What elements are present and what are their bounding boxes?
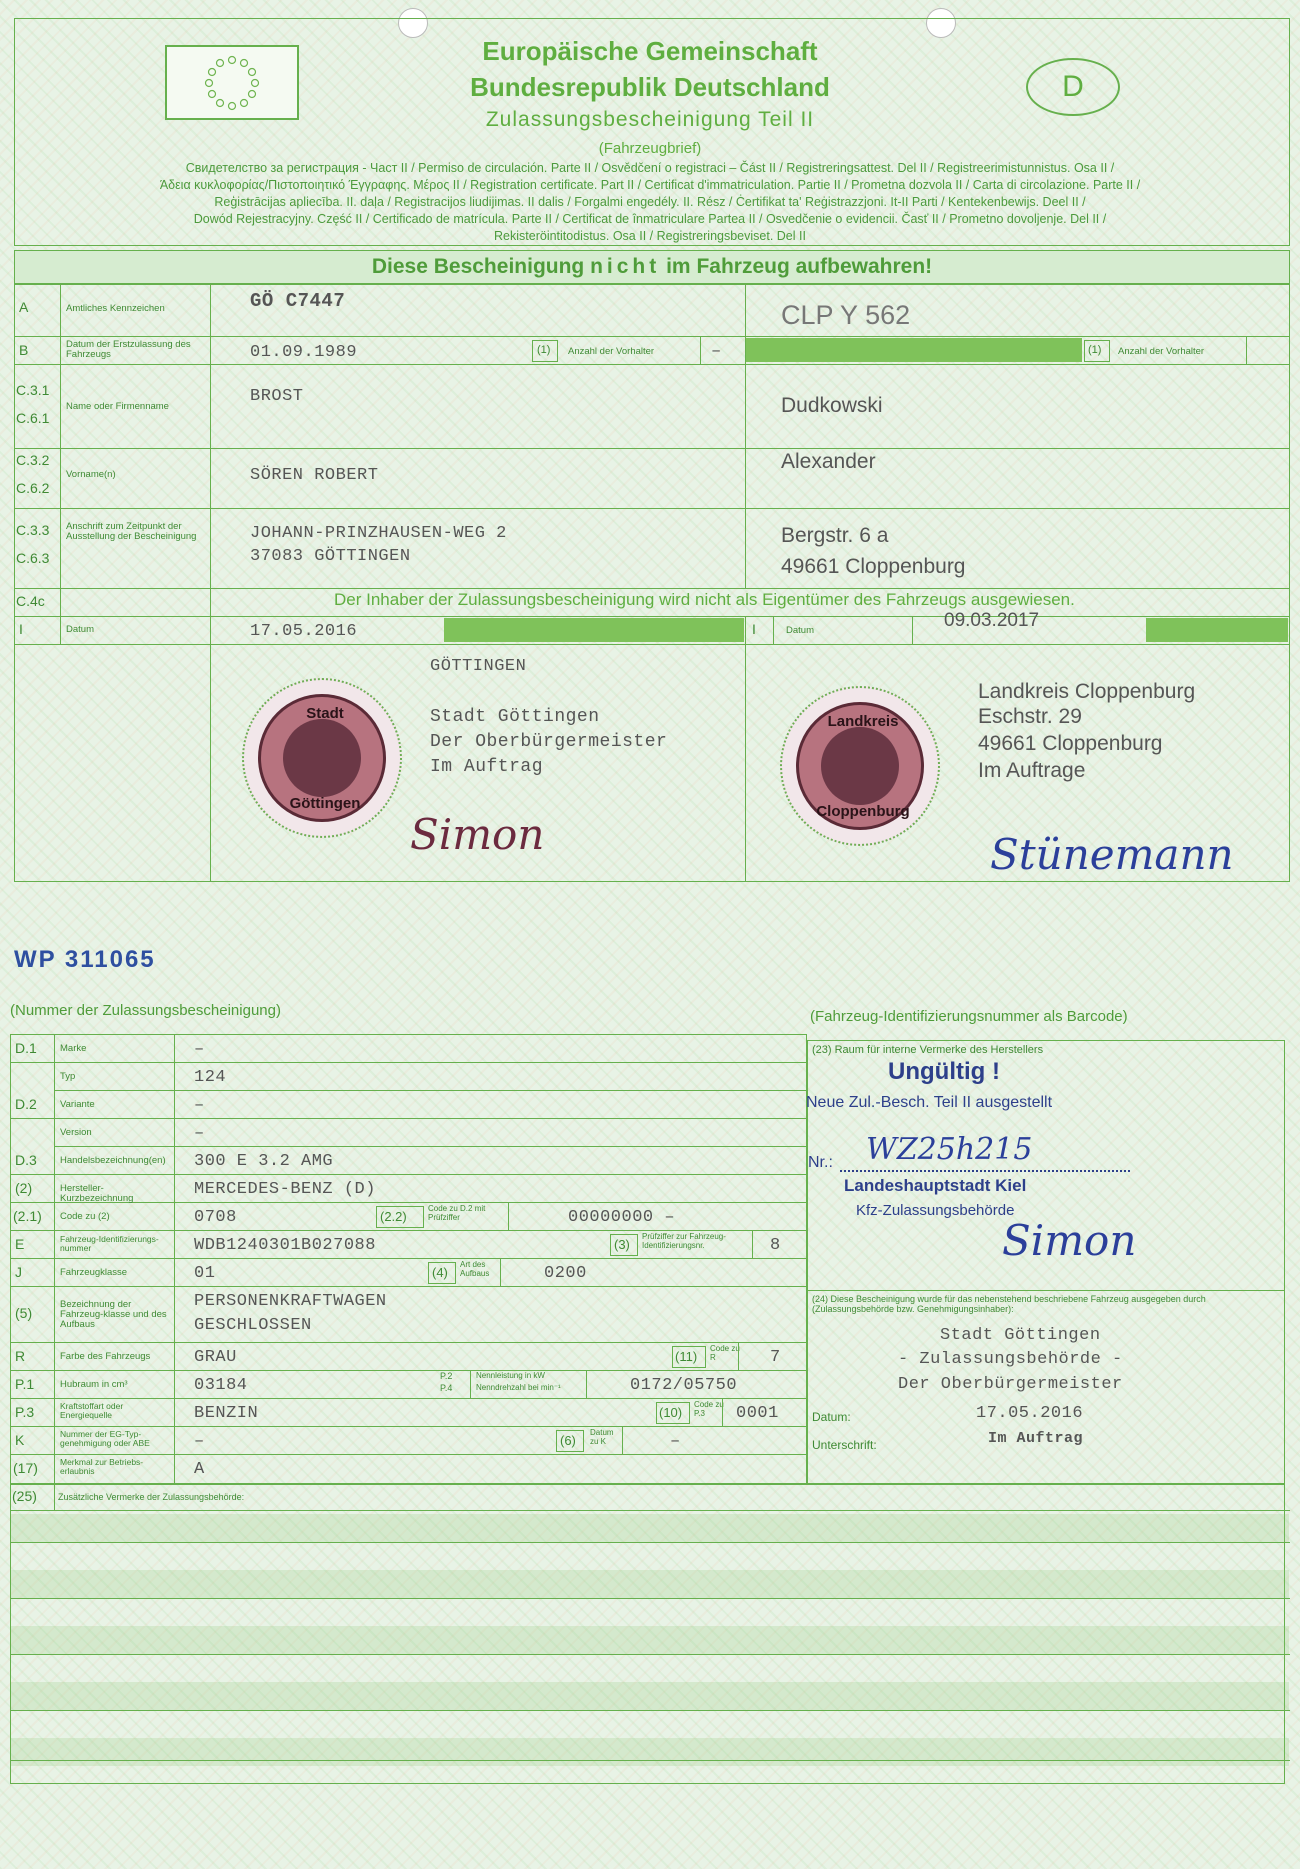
datum-second: 09.03.2017 (944, 610, 1040, 631)
code-d1: D.1 (15, 1040, 37, 1056)
header-line-4: (Fahrzeugbrief) (598, 140, 702, 157)
label-variante: Variante (60, 1099, 95, 1110)
authority-second-3: 49661 Cloppenburg (978, 732, 1163, 755)
datum-first: 17.05.2016 (250, 622, 358, 641)
code-i-2: I (752, 621, 756, 637)
label-name: Name oder Firmenname (66, 401, 169, 412)
label-hersteller: Hersteller-Kurzbezeichnung (60, 1183, 134, 1204)
holder-table (14, 284, 1290, 882)
code-21: (2.1) (13, 1208, 42, 1224)
ort-second: 49661 Cloppenburg (781, 555, 966, 578)
value-merkmal: A (194, 1460, 205, 1479)
label-10: Code zu P.3 (694, 1400, 724, 1418)
authority-first-1: GÖTTINGEN (430, 657, 527, 676)
warning-prefix: Diese Bescheinigung (371, 255, 591, 278)
label-merkmal: Merkmal zur Betriebs-erlaubnis (60, 1457, 144, 1476)
label-fin: Fahrzeug-Identifizierungs-nummer (60, 1234, 159, 1253)
warning-emphasis: nicht (590, 255, 661, 278)
code-r: R (15, 1348, 26, 1364)
stamp-ungueltig: Ungültig ! (888, 1058, 1000, 1085)
seal-bottom-text: Cloppenburg (816, 803, 910, 820)
value-aufbau-2: GESCHLOSSEN (194, 1316, 312, 1335)
signature-first: Simon (410, 810, 545, 859)
value-ezg: – (194, 1432, 205, 1451)
label-anschrift: Anschrift zum Zeitpunkt der Ausstellung der Bescheinigung (66, 521, 197, 542)
serial-number: WP 311065 (14, 946, 156, 973)
authority-first-4: Im Auftrag (430, 757, 544, 777)
signature-kiel: Simon (1002, 1216, 1137, 1265)
value-aufbau: PERSONENKRAFTWAGEN (194, 1292, 387, 1311)
label-code2: Code zu (2) (60, 1211, 110, 1222)
code-2: (2) (15, 1180, 33, 1196)
code-d2: D.2 (15, 1096, 37, 1112)
c4c-statement: Der Inhaber der Zulassungsbescheinigung wird nicht als Eigentümer des Fahrzeugs ausgewiesen. (334, 590, 1075, 609)
country-oval: D (1026, 58, 1120, 116)
stamp-kfz: Kfz-Zulassungsbehörde (856, 1202, 1015, 1219)
issuer-1: Stadt Göttingen (940, 1326, 1101, 1345)
issuer-2: - Zulassungsbehörde - (898, 1350, 1123, 1369)
value-code2: 0708 (194, 1208, 237, 1227)
value-fin: WDB1240301B027088 (194, 1236, 376, 1255)
label-22: Code zu D.2 mit Prüfziffer (428, 1204, 486, 1222)
value-6: – (670, 1432, 681, 1451)
authority-second-1: Landkreis Cloppenburg (978, 680, 1196, 703)
label-klasse: Fahrzeugklasse (60, 1267, 128, 1278)
authority-second-2: Eschstr. 29 (978, 705, 1082, 728)
languages-line: Άδεια κυκλοφορίας/Πιστοποιητικό Έγγραφης. Μέρος II / Registration certificate. Part II / Certificat d'immatriculation. Partie II / Prometna dozvola II / Carta di circolazione. Parte II / (159, 178, 1141, 192)
code-3: (3) (614, 1237, 630, 1252)
code-c33: C.3.3 (16, 522, 50, 538)
barcode-caption: (Fahrzeug-Identifizierungsnummer als Barcode) (810, 1008, 1128, 1025)
label-p2: Nennleistung in kW (476, 1371, 545, 1380)
erstzulassung: 01.09.1989 (250, 343, 358, 362)
label-handelsbez: Handelsbezeichnung(en) (60, 1155, 166, 1166)
code-4: (4) (432, 1265, 448, 1280)
label-unterschrift: Unterschrift: (812, 1438, 877, 1452)
label-3: Prüfziffer zur Fahrzeug-Identifizierungsnr. (642, 1232, 726, 1250)
value-hersteller: MERCEDES-BENZ (D) (194, 1180, 376, 1199)
stamp-kiel: Landeshauptstadt Kiel (844, 1176, 1027, 1195)
authority-first-2: Stadt Göttingen (430, 707, 600, 727)
code-11: (11) (675, 1349, 698, 1364)
authority-first-3: Der Oberbürgermeister (430, 732, 668, 752)
seal-top-text: Landkreis (827, 713, 899, 730)
value-11: 7 (770, 1348, 781, 1367)
kennzeichen-second: CLP Y 562 (781, 300, 911, 330)
strasse-first: JOHANN-PRINZHAUSEN-WEG 2 (250, 524, 507, 543)
label-vorname: Vorname(n) (66, 469, 116, 480)
label-p4: Nenndrehzahl bei min⁻¹ (476, 1383, 561, 1392)
code-k: K (15, 1432, 25, 1448)
issuer-datum: 17.05.2016 (976, 1404, 1084, 1423)
label-hubraum: Hubraum in cm³ (60, 1379, 128, 1390)
languages-line: Rekisteröintitodistus. Osa II / Registreringsbeviset. Del II (494, 229, 806, 243)
label-marke: Marke (60, 1043, 87, 1054)
vorhalter-code-2: (1) (1088, 344, 1102, 356)
stamp-nr-label: Nr.: (808, 1154, 833, 1171)
value-4: 0200 (544, 1264, 587, 1283)
code-c62: C.6.2 (16, 480, 50, 496)
value-variante: – (194, 1096, 205, 1115)
seal-bottom-text: Göttingen (289, 795, 361, 812)
stamp-neue-zul: Neue Zul.-Besch. Teil II ausgestellt (806, 1094, 1053, 1111)
value-22: 00000000 – (568, 1208, 676, 1227)
label-datum: Datum (66, 624, 94, 635)
vorhalter-code: (1) (537, 344, 551, 356)
header-line-2: Bundesrepublik Deutschland (470, 72, 830, 102)
green-field (444, 618, 744, 642)
languages-line: Reģistrācijas apliecība. II. daļa / Registracijos liudijimas. II dalis / Forgalmi engedély. II. Rész / Ċertifikat ta' Reġistrazzjoni. It-II Parti / Kentekenbewijs. Deel II / (214, 195, 1086, 209)
code-6: (6) (560, 1433, 576, 1448)
label-kennzeichen: Amtliches Kennzeichen (66, 303, 165, 314)
value-marke: – (194, 1040, 205, 1059)
label-23: (23) Raum für interne Vermerke des Herstellers (812, 1044, 1044, 1056)
languages-line: Dowód Rejestracyjny. Część II / Certificado de matrícula. Parte II / Certificat de înmatriculare Partea II / Osvedčenie o evidencii. Časť II / Prometno dovoljenje. Del II / (193, 212, 1107, 226)
header-line-3: Zulassungsbescheinigung Teil II (485, 108, 815, 131)
label-11: Code zu R (710, 1344, 740, 1362)
value-hubraum: 03184 (194, 1376, 248, 1395)
code-p1: P.1 (15, 1376, 35, 1392)
code-a: A (19, 299, 29, 315)
name-second: Dudkowski (781, 394, 883, 417)
name-first: BROST (250, 387, 304, 406)
label-datum-2: Datum (786, 625, 814, 636)
code-c4c: C.4c (16, 593, 45, 609)
label-kraftstoff: Kraftstoffart oder Energiequelle (60, 1401, 124, 1420)
green-field (746, 338, 1082, 362)
value-handelsbez: 300 E 3.2 AMG (194, 1152, 334, 1171)
label-erstzulassung: Datum der Erstzulassung des Fahrzeugs (66, 339, 191, 360)
code-e: E (15, 1236, 25, 1252)
code-c63: C.6.3 (16, 550, 50, 566)
code-25: (25) (12, 1488, 37, 1504)
code-17: (17) (13, 1460, 38, 1476)
code-22: (2.2) (380, 1209, 407, 1224)
stamp-nr-value: WZ25h215 (866, 1132, 1033, 1167)
code-p3: P.3 (15, 1404, 35, 1420)
label-ezg: Nummer der EG-Typ-genehmigung oder ABE (60, 1429, 150, 1448)
code-10: (10) (659, 1405, 683, 1420)
label-version: Version (60, 1127, 92, 1138)
issuer-auftrag: Im Auftrag (988, 1430, 1084, 1447)
stamp-nr-line (840, 1170, 1130, 1172)
vorhalter-value: – (711, 342, 722, 361)
value-3: 8 (770, 1236, 781, 1255)
value-typ: 124 (194, 1068, 227, 1087)
ort-first: 37083 GÖTTINGEN (250, 547, 411, 566)
value-klasse: 01 (194, 1264, 216, 1283)
code-p4: P.4 (440, 1383, 453, 1393)
label-aufbau: Bezeichnung der Fahrzeug-klasse und des Aufbaus (60, 1299, 167, 1330)
code-b: B (19, 342, 29, 358)
code-j: J (15, 1264, 22, 1280)
warning-banner (14, 250, 1290, 284)
label-6: Datum zu K (590, 1428, 614, 1446)
authority-second-4: Im Auftrage (978, 759, 1086, 782)
label-24: (24) Diese Bescheinigung wurde für das nebenstehend beschriebene Fahrzeug ausgegeben durch (Zulassungsbehörde bzw. Genehmigungsinhaber): (812, 1294, 1206, 1314)
number-caption: (Nummer der Zulassungsbescheinigung) (10, 1002, 281, 1019)
code-c61: C.6.1 (16, 410, 50, 426)
kennzeichen-first: GÖ C7447 (250, 290, 346, 312)
seal-cloppenburg (780, 686, 940, 846)
code-d3: D.3 (15, 1152, 37, 1168)
green-field (1146, 618, 1288, 642)
signature-second: Stünemann (990, 830, 1234, 879)
vorhalter-label-2: Anzahl der Vorhalter (1118, 346, 1205, 357)
code-c32: C.3.2 (16, 452, 50, 468)
warning-suffix: im Fahrzeug aufbewahren! (660, 255, 933, 278)
value-version: – (194, 1124, 205, 1143)
label-4: Art des Aufbaus (460, 1260, 490, 1278)
label-farbe: Farbe des Fahrzeugs (60, 1351, 151, 1362)
vorname-second: Alexander (781, 450, 876, 473)
code-i: I (19, 621, 23, 637)
languages-line: Свидетелство за регистрация - Част II / Permiso de circulación. Parte II / Osvědčení o registraci – Část II / Registreringsattest. Del II / Registreerimistunnistus. Osa II / (185, 161, 1115, 175)
seal-top-text: Stadt (306, 705, 344, 722)
header-line-1: Europäische Gemeinschaft (482, 36, 818, 66)
code-5: (5) (15, 1305, 33, 1321)
value-farbe: GRAU (194, 1348, 237, 1367)
code-p2: P.2 (440, 1371, 453, 1381)
code-c31: C.3.1 (16, 382, 50, 398)
label-datum-issuer: Datum: (812, 1410, 851, 1424)
value-10: 0001 (736, 1404, 779, 1423)
vorhalter-label: Anzahl der Vorhalter (568, 346, 655, 357)
label-25: Zusätzliche Vermerke der Zulassungsbehörde: (58, 1492, 245, 1502)
value-kraftstoff: BENZIN (194, 1404, 259, 1423)
seal-goettingen (242, 678, 402, 838)
label-typ: Typ (60, 1071, 76, 1082)
languages-block (90, 160, 1210, 245)
strasse-second: Bergstr. 6 a (781, 524, 889, 547)
issuer-3: Der Oberbürgermeister (898, 1375, 1123, 1394)
vorname-first: SÖREN ROBERT (250, 466, 379, 485)
value-p2p4: 0172/05750 (630, 1376, 738, 1395)
